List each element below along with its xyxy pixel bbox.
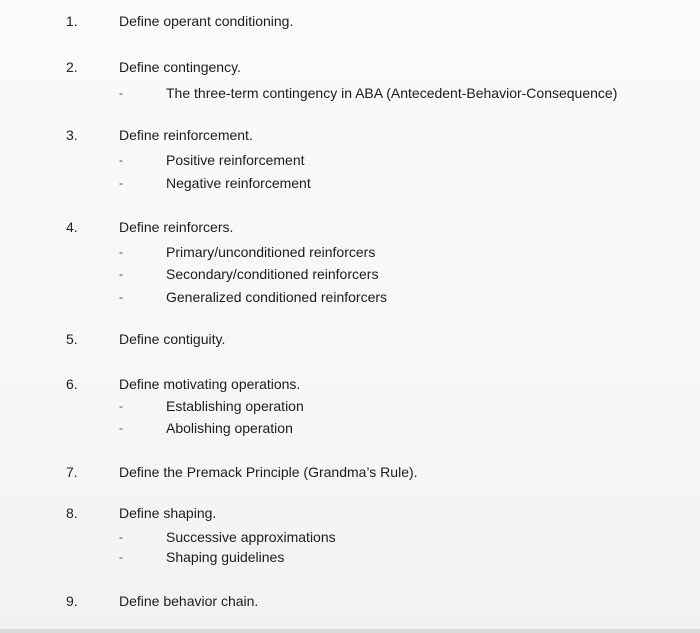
dash-bullet-icon: - xyxy=(119,290,123,304)
dash-bullet-icon: - xyxy=(119,550,123,564)
question-prompt: Define shaping. xyxy=(119,505,217,521)
dash-bullet-icon: - xyxy=(119,86,123,100)
question-number: 6. xyxy=(66,376,78,392)
sub-item-text: Primary/unconditioned reinforcers xyxy=(166,244,376,260)
question-prompt: Define behavior chain. xyxy=(119,593,259,609)
sub-item xyxy=(119,528,679,546)
question-prompt: Define contingency. xyxy=(119,59,241,75)
sub-item xyxy=(119,288,679,306)
dash-bullet-icon: - xyxy=(119,245,123,259)
question-number: 1. xyxy=(66,13,78,29)
question-prompt: Define reinforcers. xyxy=(119,219,234,235)
question-number: 3. xyxy=(66,127,78,143)
dash-bullet-icon: - xyxy=(119,153,123,167)
question-number: 8. xyxy=(66,505,78,521)
sub-item xyxy=(119,151,679,169)
sub-item xyxy=(119,265,679,283)
question-prompt: Define the Premack Principle (Grandma’s Rule). xyxy=(119,464,418,480)
sub-item xyxy=(119,174,679,192)
sub-item-text: Abolishing operation xyxy=(166,420,293,436)
dash-bullet-icon: - xyxy=(119,267,123,281)
dash-bullet-icon: - xyxy=(119,399,123,413)
question-number: 2. xyxy=(66,59,78,75)
question-prompt: Define contiguity. xyxy=(119,331,226,347)
dash-bullet-icon: - xyxy=(119,421,123,435)
sub-item xyxy=(119,243,679,261)
sub-item-text: Positive reinforcement xyxy=(166,152,305,168)
question-prompt: Define reinforcement. xyxy=(119,127,253,143)
sub-item xyxy=(119,419,679,437)
question-number: 9. xyxy=(66,593,78,609)
page-edge-divider xyxy=(0,629,700,633)
question-number: 4. xyxy=(66,219,78,235)
sub-item xyxy=(119,84,679,102)
question-prompt: Define motivating operations. xyxy=(119,376,301,392)
sub-item-text: Shaping guidelines xyxy=(166,549,285,565)
sub-item-text: The three-term contingency in ABA (Antecedent-Behavior-Consequence) xyxy=(166,85,618,101)
sub-item xyxy=(119,548,679,566)
sub-item-text: Generalized conditioned reinforcers xyxy=(166,289,388,305)
sub-item-text: Secondary/conditioned reinforcers xyxy=(166,266,379,282)
question-number: 5. xyxy=(66,331,78,347)
sub-item-text: Establishing operation xyxy=(166,398,304,414)
dash-bullet-icon: - xyxy=(119,530,123,544)
dash-bullet-icon: - xyxy=(119,176,123,190)
question-prompt: Define operant conditioning. xyxy=(119,13,294,29)
sub-item xyxy=(119,397,679,415)
sub-item-text: Successive approximations xyxy=(166,529,336,545)
sub-item-text: Negative reinforcement xyxy=(166,175,311,191)
question-number: 7. xyxy=(66,464,78,480)
